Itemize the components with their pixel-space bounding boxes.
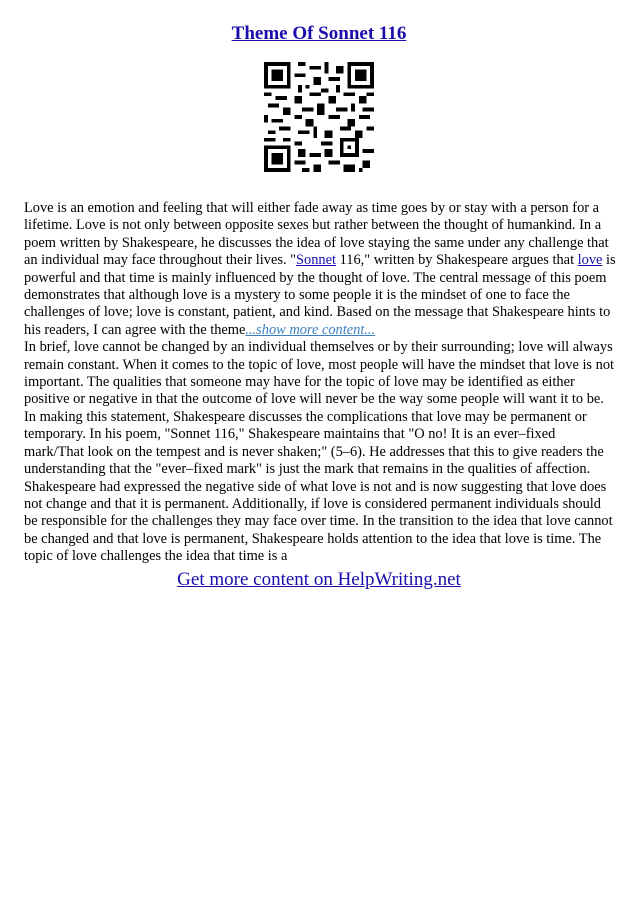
love-link[interactable]: love — [577, 252, 603, 269]
paragraph-intro-part3: is powerful and that time is mainly influenced by the thought of love. The central message of this poem demonstrates that although love is a mystery to some people it is the mindset of one to face the challenges of love; love is constant, patient, and kind. Based on the message that Shakespeare hints to his readers, I can agree with the theme — [24, 252, 616, 338]
document-title[interactable]: Theme Of Sonnet 116 — [231, 23, 407, 44]
paragraph-intro-part1: Love is an emotion and feeling that will either fade away as time goes by or stay with a person for a lifetime. Love is not only between opposite sexes but rather between the thought of humankind. In a poem written by Shakespeare, he discusses the idea of love staying the same under any challenge that an individual may face throughout their lives. " — [24, 200, 609, 269]
paragraph-intro-part2: 116," written by Shakespeare argues that — [336, 252, 578, 269]
paragraph-intro — [24, 200, 616, 339]
qr-code-icon — [264, 62, 374, 172]
article-body — [24, 200, 616, 566]
paragraph-main: In brief, love cannot be changed by an individual themselves or by their surrounding; love will always remain constant. When it comes to the topic of love, most people will have the mindset that love is not important. The qualities that someone may have for the topic of love may be identified as either positive or negative in that the outcome of love will never be the way some people will want it to be. In making this statement, Shakespeare discusses the complications that love may be permanent or temporary. In his poem, "Sonnet 116," Shakespeare maintains that "O no! It is an ever–fixed mark/That look on the tempest and is never shaken;" (5–6). He addresses that this to give readers the understanding that the "ever–fixed mark" is just the mark that remains in the qualities of affection. Shakespeare had expressed the negative side of what love is not and is now suggesting that love does not change and that it is permanent. Additionally, if love is considered permanent individuals should be responsible for the challenges they may face over time. In the transition to the idea that love cannot be changed and that love is permanent, Shakespeare holds attention to the idea that love is time. The topic of love challenges the idea that time is a — [24, 339, 615, 565]
sonnet-link[interactable]: Sonnet — [296, 252, 337, 269]
show-more-link[interactable]: ...show more content... — [245, 321, 376, 338]
get-more-content-link[interactable]: Get more content on HelpWriting.net — [177, 569, 461, 590]
